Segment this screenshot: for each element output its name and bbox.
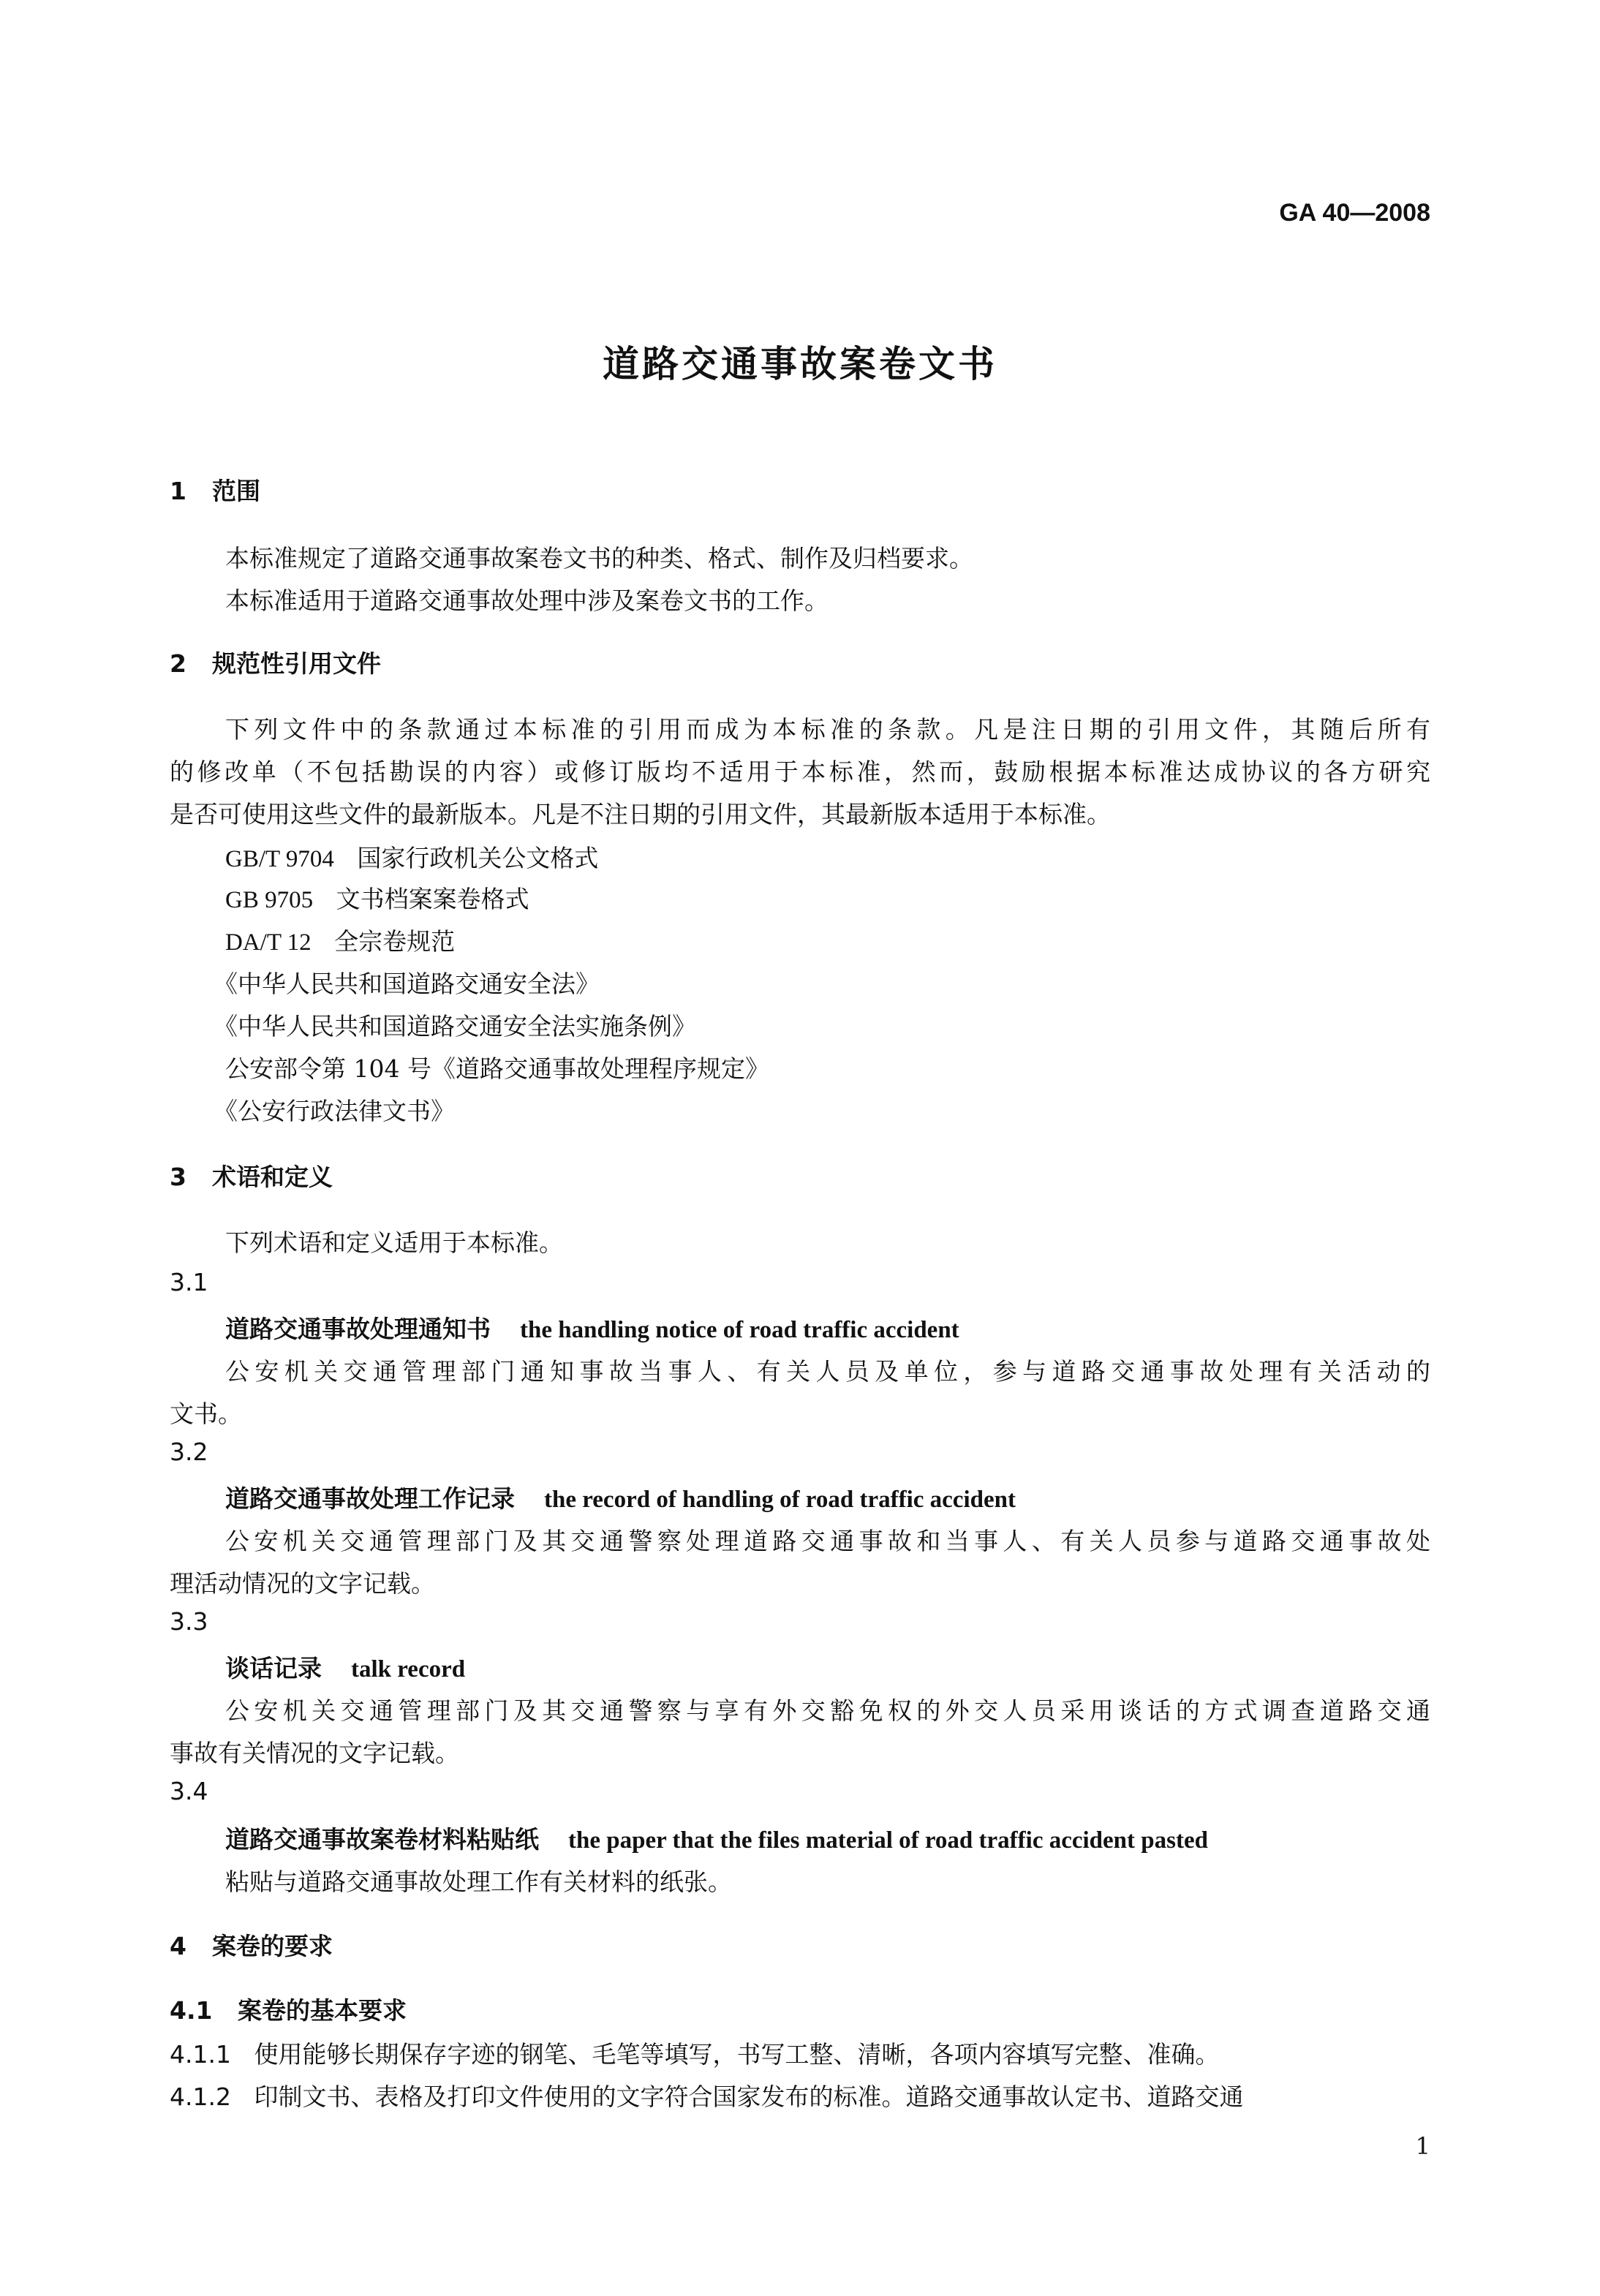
term-number: 3.1 [170, 1268, 208, 1296]
section-number: 2 [170, 649, 186, 678]
term-heading [225, 1821, 1208, 1855]
paragraph-line: 下列文件中的条款通过本标准的引用而成为本标准的条款。凡是注日期的引用文件，其随后所有 [225, 715, 1430, 744]
term-chinese: 道路交通事故处理通知书 [225, 1315, 491, 1343]
reference-item: 《中华人民共和国道路交通安全法》 [214, 970, 600, 998]
subsection-heading [170, 1992, 407, 2026]
section-title: 规范性引用文件 [212, 649, 381, 678]
term-definition-line: 公安机关交通管理部门及其交通警察与享有外交豁免权的外交人员采用谈话的方式调查道路交通 [225, 1696, 1430, 1725]
term-number: 3.2 [170, 1438, 208, 1466]
term-definition-line: 理活动情况的文字记载。 [170, 1569, 435, 1598]
paragraph: 下列术语和定义适用于本标准。 [225, 1228, 563, 1257]
clause-number: 4.1.1 [170, 2040, 231, 2069]
clause-item [170, 2036, 1219, 2070]
paragraph-line: 是否可使用这些文件的最新版本。凡是不注日期的引用文件，其最新版本适用于本标准。 [170, 800, 1111, 828]
paragraph-line: 的修改单（不包括勘误的内容）或修订版均不适用于本标准，然而，鼓励根据本标准达成协议的各方研究 [170, 758, 1430, 786]
page-number: 1 [1415, 2132, 1430, 2160]
reference-item: 公安部令第 104 号《道路交通事故处理程序规定》 [225, 1054, 769, 1083]
standard-number: GA 40—2008 [1279, 199, 1430, 227]
term-chinese: 道路交通事故案卷材料粘贴纸 [225, 1825, 539, 1854]
section-title: 范围 [212, 477, 260, 505]
section-number: 3 [170, 1163, 186, 1191]
subsection-title: 案卷的基本要求 [237, 1996, 407, 2025]
reference-code: GB/T 9704 [225, 846, 334, 872]
reference-name: 全宗卷规范 [334, 927, 456, 956]
term-definition-line: 公安机关交通管理部门及其交通警察处理道路交通事故和当事人、有关人员参与道路交通事故处 [225, 1527, 1430, 1555]
clause-item [170, 2078, 1243, 2112]
reference-code: DA/T 12 [225, 929, 312, 956]
term-definition-line: 事故有关情况的文字记载。 [170, 1739, 459, 1767]
term-english: the paper that the files material of road traffic accident pasted [568, 1827, 1208, 1854]
clause-number: 4.1.2 [170, 2082, 231, 2111]
reference-name: 国家行政机关公文格式 [357, 844, 599, 872]
clause-text: 使用能够长期保存字迹的钢笔、毛笔等填写，书写工整、清晰，各项内容填写完整、准确。 [254, 2040, 1220, 2069]
term-number: 3.3 [170, 1607, 208, 1636]
term-chinese: 谈话记录 [225, 1654, 322, 1683]
term-english: the record of handling of road traffic accident [544, 1487, 1016, 1513]
reference-item: 《中华人民共和国道路交通安全法实施条例》 [214, 1012, 696, 1041]
term-definition-line: 公安机关交通管理部门通知事故当事人、有关人员及单位，参与道路交通事故处理有关活动的 [225, 1357, 1430, 1386]
section-4-heading [170, 1927, 333, 1962]
term-definition-line: 文书。 [170, 1400, 242, 1428]
section-1-heading [170, 472, 260, 507]
paragraph: 本标准适用于道路交通事故处理中涉及案卷文书的工作。 [225, 586, 829, 615]
reference-name: 文书档案案卷格式 [336, 885, 529, 913]
term-heading [225, 1650, 465, 1684]
reference-item [225, 839, 598, 874]
term-number: 3.4 [170, 1777, 208, 1805]
term-heading [225, 1310, 959, 1345]
term-english: the handling notice of road traffic accident [520, 1317, 959, 1343]
reference-item: 《公安行政法律文书》 [214, 1097, 455, 1125]
clause-text: 印制文书、表格及打印文件使用的文字符合国家发布的标准。道路交通事故认定书、道路交通 [254, 2082, 1244, 2111]
term-definition-line: 粘贴与道路交通事故处理工作有关材料的纸张。 [225, 1868, 732, 1896]
paragraph: 本标准规定了道路交通事故案卷文书的种类、格式、制作及归档要求。 [225, 544, 973, 573]
section-title: 术语和定义 [212, 1163, 333, 1191]
document-title: 道路交通事故案卷文书 [603, 343, 997, 385]
section-2-heading [170, 645, 381, 679]
reference-item [225, 923, 455, 957]
reference-item [225, 880, 529, 915]
term-heading [225, 1480, 1016, 1514]
section-title: 案卷的要求 [212, 1932, 333, 1960]
section-number: 4 [170, 1932, 186, 1960]
term-english: talk record [351, 1656, 466, 1683]
section-3-heading [170, 1158, 333, 1193]
section-number: 1 [170, 477, 186, 505]
reference-code: GB 9705 [225, 887, 314, 913]
term-chinese: 道路交通事故处理工作记录 [225, 1484, 515, 1513]
subsection-number: 4.1 [170, 1996, 213, 2025]
